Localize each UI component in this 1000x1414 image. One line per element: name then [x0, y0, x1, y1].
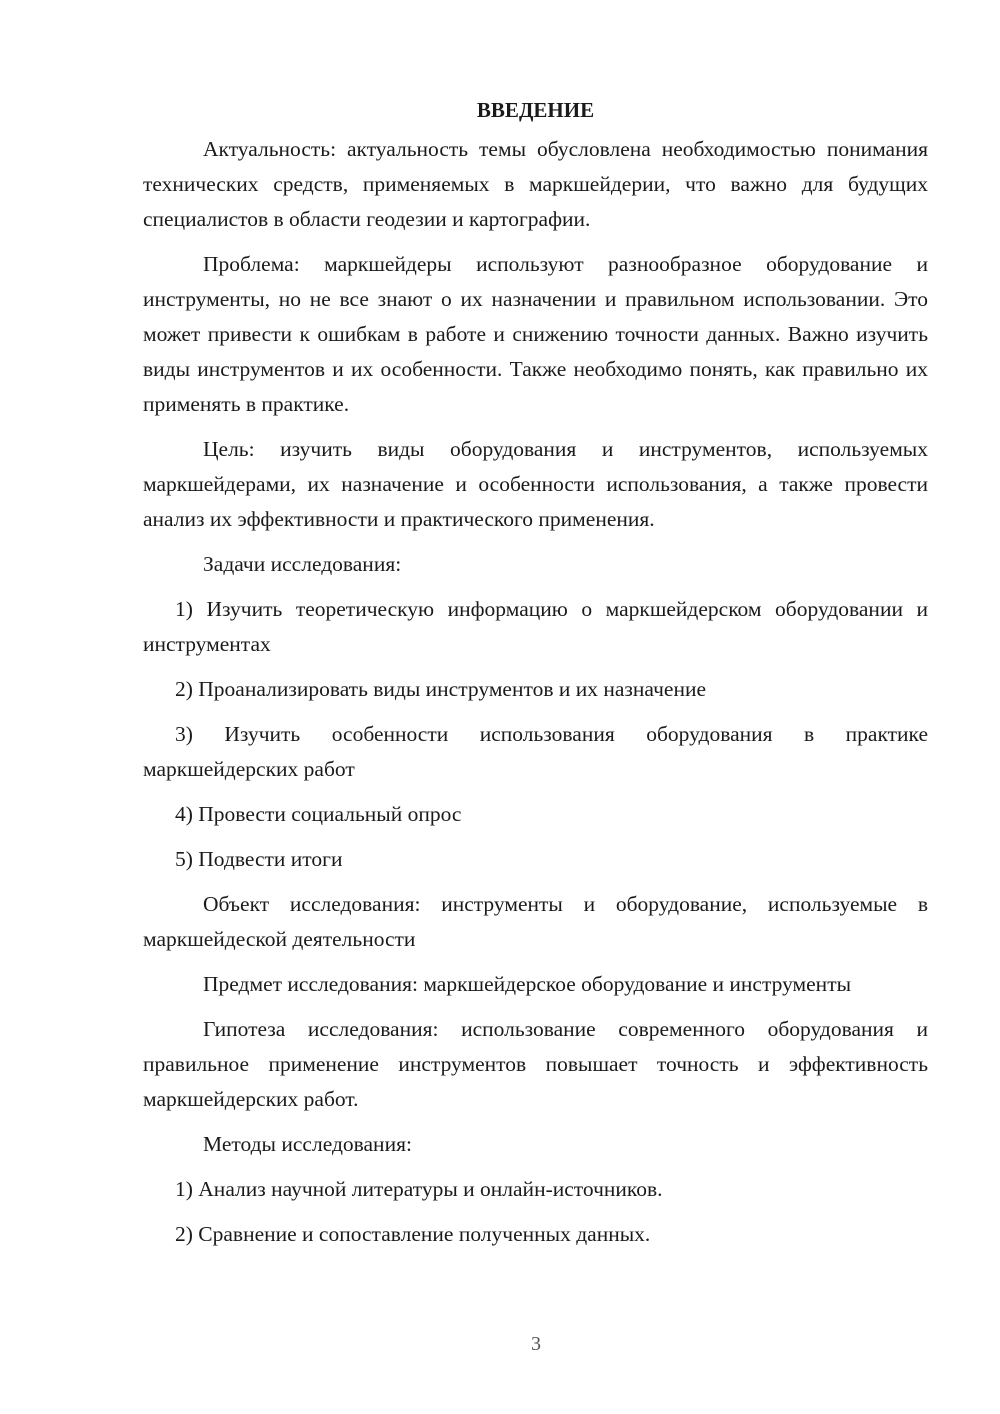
- goal-paragraph: Цель: изучить виды оборудования и инструментов, используемых маркшейдерами, их назначение и особенности использования, а также провести анализ их эффективности и практического применения.: [143, 437, 928, 531]
- task-item: 3) Изучить особенности использования оборудования в практике маркшейдерских работ: [143, 722, 928, 781]
- method-item: 2) Сравнение и сопоставление полученных данных.: [175, 1222, 651, 1246]
- task-item: 4) Провести социальный опрос: [175, 802, 462, 826]
- task-item: 1) Изучить теоретическую информацию о маркшейдерском оборудовании и инструментах: [143, 597, 928, 656]
- method-item: 1) Анализ научной литературы и онлайн-источников.: [175, 1177, 663, 1201]
- tasks-title: Задачи исследования:: [203, 552, 402, 576]
- page-number: 3: [531, 1333, 541, 1355]
- page-title: ВВЕДЕНИЕ: [476, 98, 595, 122]
- task-item: 2) Проанализировать виды инструментов и их назначение: [175, 677, 707, 701]
- object-paragraph: Объект исследования: инструменты и оборудование, используемые в маркшейдеской деятельности: [143, 892, 928, 951]
- document-page: [143, 92, 928, 1262]
- methods-title: Методы исследования:: [203, 1132, 412, 1156]
- hypothesis-paragraph: Гипотеза исследования: использование современного оборудования и правильное применение инструментов повышает точность и эффективность маркшейдерских работ.: [143, 1017, 928, 1111]
- relevance-paragraph: Актуальность: актуальность темы обусловлена необходимостью понимания технических средств, применяемых в маркшейдерии, что важно для будущих специалистов в области геодезии и картографии.: [143, 137, 928, 231]
- subject-paragraph: Предмет исследования: маркшейдерское оборудование и инструменты: [203, 972, 852, 996]
- problem-paragraph: Проблема: маркшейдеры используют разнообразное оборудование и инструменты, но не все знают о их назначении и правильном использовании. Это может привести к ошибкам в работе и снижению точности данных. Важно изучить виды инструментов и их особенности. Также необходимо понять, как правильно их применять в практике.: [143, 252, 928, 416]
- task-item: 5) Подвести итоги: [175, 847, 343, 871]
